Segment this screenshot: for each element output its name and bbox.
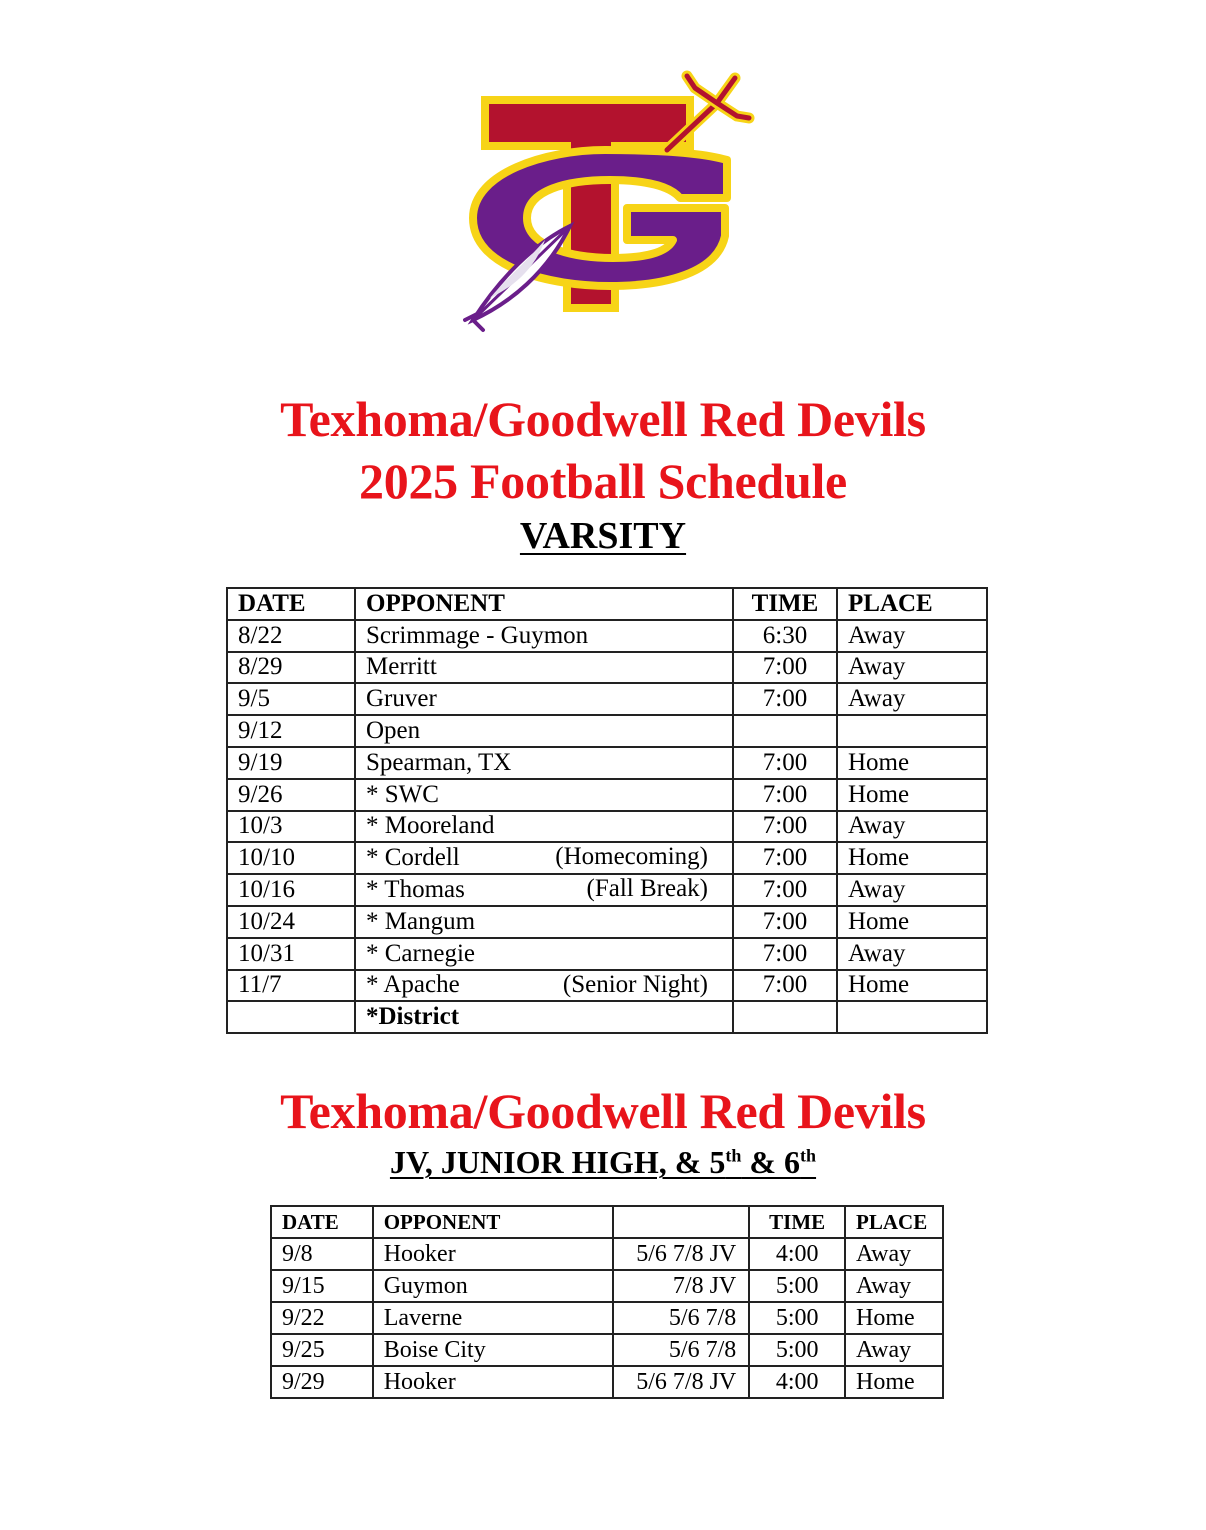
row-opponent <box>355 620 733 652</box>
jv-title-block <box>0 1080 1206 1182</box>
row-date: 10/10 <box>227 842 355 874</box>
header-place: PLACE <box>837 588 987 620</box>
table-row <box>227 620 987 652</box>
row-date: 9/19 <box>227 747 355 779</box>
row-opponent: Guymon <box>373 1270 614 1302</box>
header-place: PLACE <box>845 1206 943 1238</box>
row-level: 5/6 7/8 <box>613 1302 749 1334</box>
opponent-note: (Senior Night) <box>562 970 708 998</box>
table-row <box>227 874 987 906</box>
row-place: Away <box>837 938 987 970</box>
row-time: 5:00 <box>749 1334 845 1366</box>
jv-title: Texhoma/Goodwell Red Devils <box>280 1083 926 1139</box>
row-time: 6:30 <box>733 620 837 652</box>
row-date: 10/3 <box>227 811 355 843</box>
jv-heading-sup1: th <box>725 1145 742 1166</box>
row-level: 7/8 JV <box>613 1270 749 1302</box>
empty-cell <box>837 1001 987 1033</box>
header-opponent: OPPONENT <box>355 588 733 620</box>
varsity-title-line2: 2025 Football Schedule <box>359 453 847 509</box>
opponent-name: * Mooreland <box>366 812 495 840</box>
table-row <box>227 747 987 779</box>
row-time: 7:00 <box>733 970 837 1002</box>
opponent-name: Open <box>366 717 421 745</box>
opponent-name: Spearman, TX <box>366 748 512 776</box>
row-date: 8/29 <box>227 652 355 684</box>
opponent-name: * Mangum <box>366 907 476 935</box>
row-opponent <box>355 683 733 715</box>
header-level <box>613 1206 749 1238</box>
footnote-row <box>227 1001 987 1033</box>
district-footnote: *District <box>355 1001 733 1033</box>
row-level: 5/6 7/8 JV <box>613 1238 749 1270</box>
row-place: Home <box>837 970 987 1002</box>
opponent-note: (Homecoming) <box>555 843 708 871</box>
table-row <box>227 652 987 684</box>
row-opponent: Hooker <box>373 1238 614 1270</box>
row-opponent <box>355 779 733 811</box>
opponent-name: * SWC <box>366 780 439 808</box>
varsity-heading: VARSITY <box>519 515 687 557</box>
row-opponent: Laverne <box>373 1302 614 1334</box>
empty-cell <box>227 1001 355 1033</box>
row-place: Home <box>845 1302 943 1334</box>
table-row <box>227 779 987 811</box>
row-place <box>837 715 987 747</box>
table-row <box>271 1334 943 1366</box>
jv-heading-part1: JV, JUNIOR HIGH, & 5 <box>389 1144 726 1180</box>
opponent-name: Gruver <box>366 685 437 713</box>
row-opponent <box>355 906 733 938</box>
row-date: 9/29 <box>271 1366 373 1398</box>
row-place: Away <box>837 652 987 684</box>
row-time: 5:00 <box>749 1270 845 1302</box>
row-place: Away <box>845 1270 943 1302</box>
row-time <box>733 715 837 747</box>
row-opponent <box>355 652 733 684</box>
row-time: 7:00 <box>733 874 837 906</box>
row-date: 9/5 <box>227 683 355 715</box>
row-time: 7:00 <box>733 652 837 684</box>
row-place: Away <box>837 811 987 843</box>
table-row <box>227 938 987 970</box>
row-level: 5/6 7/8 JV <box>613 1366 749 1398</box>
header-time: TIME <box>749 1206 845 1238</box>
table-row <box>227 683 987 715</box>
row-opponent <box>355 842 733 874</box>
row-opponent <box>355 747 733 779</box>
row-time: 5:00 <box>749 1302 845 1334</box>
row-opponent <box>355 938 733 970</box>
table-row <box>271 1270 943 1302</box>
empty-cell <box>733 1001 837 1033</box>
row-place: Home <box>837 747 987 779</box>
table-row <box>227 811 987 843</box>
row-date: 9/22 <box>271 1302 373 1334</box>
row-time: 7:00 <box>733 811 837 843</box>
row-date: 9/25 <box>271 1334 373 1366</box>
row-place: Away <box>845 1334 943 1366</box>
table-row <box>227 906 987 938</box>
table-header-row <box>227 588 987 620</box>
jv-heading-sup2: th <box>800 1145 817 1166</box>
varsity-title-line1: Texhoma/Goodwell Red Devils <box>280 391 926 447</box>
table-row <box>271 1238 943 1270</box>
row-opponent <box>355 715 733 747</box>
table-row <box>271 1366 943 1398</box>
row-opponent <box>355 970 733 1002</box>
row-place: Away <box>837 874 987 906</box>
row-time: 7:00 <box>733 938 837 970</box>
table-row <box>227 842 987 874</box>
row-opponent <box>355 874 733 906</box>
header-opponent: OPPONENT <box>373 1206 614 1238</box>
row-time: 7:00 <box>733 779 837 811</box>
jv-heading <box>0 1142 1206 1182</box>
row-opponent: Boise City <box>373 1334 614 1366</box>
row-date: 8/22 <box>227 620 355 652</box>
row-place: Away <box>845 1238 943 1270</box>
varsity-schedule-table <box>226 587 988 1034</box>
row-time: 7:00 <box>733 747 837 779</box>
row-level: 5/6 7/8 <box>613 1334 749 1366</box>
row-place: Home <box>845 1366 943 1398</box>
row-opponent: Hooker <box>373 1366 614 1398</box>
table-row <box>271 1302 943 1334</box>
row-date: 9/8 <box>271 1238 373 1270</box>
row-place: Home <box>837 906 987 938</box>
opponent-name: * Cordell <box>366 844 460 872</box>
row-date: 10/24 <box>227 906 355 938</box>
row-place: Away <box>837 683 987 715</box>
row-place: Home <box>837 779 987 811</box>
row-date: 9/26 <box>227 779 355 811</box>
opponent-name: * Thomas <box>366 876 465 904</box>
row-time: 7:00 <box>733 906 837 938</box>
table-header-row <box>271 1206 943 1238</box>
row-place: Away <box>837 620 987 652</box>
row-date: 9/15 <box>271 1270 373 1302</box>
row-opponent <box>355 811 733 843</box>
jv-schedule-table <box>270 1205 944 1399</box>
row-date: 11/7 <box>227 970 355 1002</box>
varsity-title-block <box>0 388 1206 560</box>
row-date: 10/31 <box>227 938 355 970</box>
header-date: DATE <box>227 588 355 620</box>
header-time: TIME <box>733 588 837 620</box>
row-time: 4:00 <box>749 1366 845 1398</box>
table-row <box>227 715 987 747</box>
opponent-name: Scrimmage - Guymon <box>366 621 589 649</box>
row-date: 10/16 <box>227 874 355 906</box>
opponent-note: (Fall Break) <box>586 875 708 903</box>
team-logo <box>455 58 765 338</box>
opponent-name: Merritt <box>366 653 437 681</box>
opponent-name: * Apache <box>366 971 460 999</box>
header-date: DATE <box>271 1206 373 1238</box>
opponent-name: * Carnegie <box>366 939 475 967</box>
row-date: 9/12 <box>227 715 355 747</box>
table-row <box>227 970 987 1002</box>
row-time: 4:00 <box>749 1238 845 1270</box>
jv-heading-part2: & 6 <box>741 1144 801 1180</box>
row-time: 7:00 <box>733 842 837 874</box>
row-place: Home <box>837 842 987 874</box>
row-time: 7:00 <box>733 683 837 715</box>
